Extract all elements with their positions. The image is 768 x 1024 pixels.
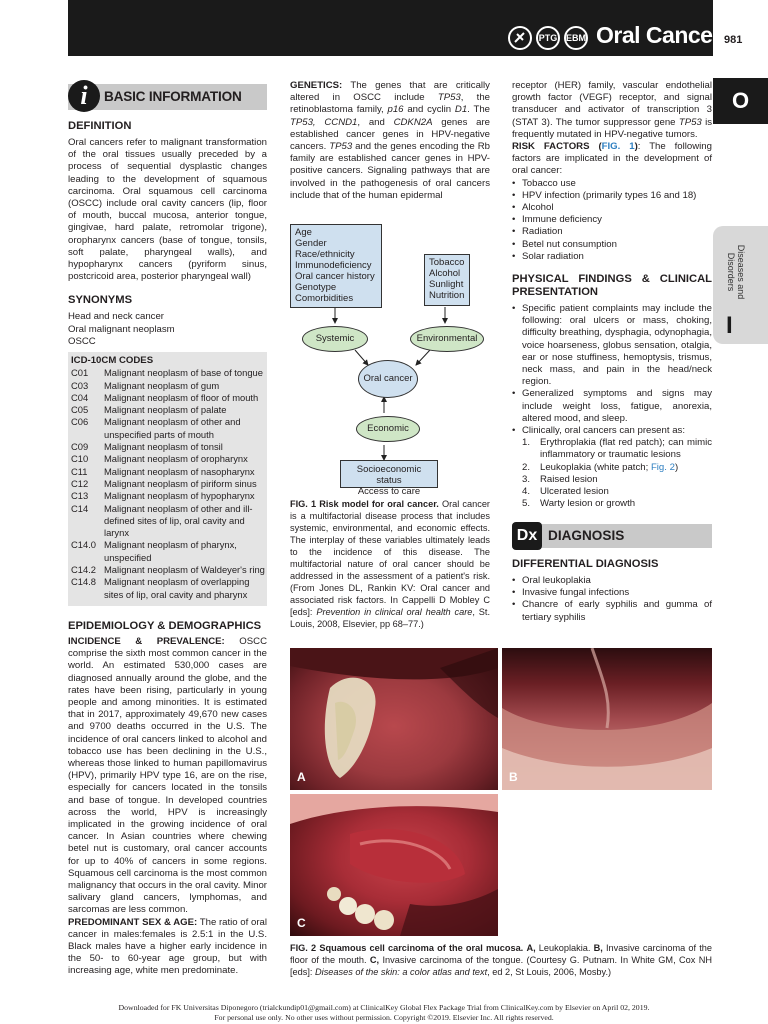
list-item: 4. Ulcerated lesion bbox=[522, 486, 609, 498]
icd-row: C10 Malignant neoplasm of oropharynx bbox=[71, 453, 248, 465]
icd-row: C03 Malignant neoplasm of gum bbox=[71, 379, 220, 391]
page-number: 981 bbox=[724, 34, 743, 46]
genetics-paragraph: GENETICS: The genes that are critically altered in OSCC include TP53, the retinoblastoma family, p16 and cyclin D1. The TP53, CCND1, and CDKN2A genes are established cancer genes in HPV-negative cancers. TP53 and the genes encoding the Rb family are established cancer genes in HPV-positive cancers. Signaling pathways that are involved in the pathogenesis of oral cancers include that of the human epidermal bbox=[290, 80, 490, 201]
list-item: 5. Warty lesion or growth bbox=[522, 498, 636, 510]
icd-row: C14.0 Malignant neoplasm of pharynx, unspecified bbox=[71, 539, 237, 563]
footer-line-2: For personal use only. No other uses without permission. Copyright ©2019. Elsevier Inc. All rights reserved. bbox=[214, 1012, 554, 1022]
list-item: • Clinically, oral cancers can present as: bbox=[512, 425, 712, 437]
incidence-paragraph: INCIDENCE & PREVALENCE: OSCC comprise the sixth most common cancer in the world. An estimated 530,000 cases are diagnosed annually around the globe, and the rates have been rising, particularly in young people and among minorities. It is estimated that in 2017, approximately 49,670 new cases and 9700 deaths occurred in the U.S. The incidence of oral cancers linked to alcohol and tobacco use has been declining in the U.S., whereas those linked to human papillomavirus (HPV), primarily HPV type 16, are on the rise, especially for cancers located in the tonsils and base of tongue. In developed countries across the world, HPV is increasingly implicated in the growing incidence of oral cancer. In Asian countries where chewing betel nut is customary, oral cancer accounts for up to 40% of cancers in some regions. Squamous cell carcinoma is the most common malignancy that occurs in the oral cavity. Minor salivary gland cancers, lymphomas, and sarcomas are less common. bbox=[68, 636, 267, 916]
environmental-factors-box: Tobacco Alcohol Sunlight Nutrition bbox=[424, 254, 470, 306]
list-item: • Invasive fungal infections bbox=[512, 587, 712, 599]
physical-findings-heading: PHYSICAL FINDINGS & CLINICAL PRESENTATION bbox=[512, 273, 712, 299]
definition-section bbox=[68, 120, 267, 348]
risk-factors-paragraph: RISK FACTORS (FIG. 1): The following factors are implicated in the development of oral cancer: bbox=[512, 141, 712, 177]
diagnosis-title: DIAGNOSIS bbox=[548, 528, 625, 543]
icd-row: C13 Malignant neoplasm of hypopharynx bbox=[71, 490, 255, 502]
icd-row: C01 Malignant neoplasm of base of tongue bbox=[71, 367, 263, 379]
figure1-caption: FIG. 1 Risk model for oral cancer. Oral cancer is a multifactorial disease process that includes systemic, environmental, and economic effects. The interplay of these variables ultimately leads to the incidence of this disease. The multifactorial nature of oral cancer should be addressed in the assessment of a patient's risk. (From Jones DL, Rankin KV: Oral cancer and associated risk factors. In Cappelli D Mobley C [eds]: Prevention in clinical oral health care, St. Louis, 2008, Elsevier, pp 68–77.) bbox=[290, 499, 490, 629]
list-item: 1. Erythroplakia (flat red patch); can mimic inflammatory or traumatic lesions bbox=[522, 437, 712, 461]
icd-row: C14.8 Malignant neoplasm of overlapping sites of lip, oral cavity and pharynx bbox=[71, 576, 250, 600]
systemic-factors-box: Age Gender Race/ethnicity Immunodeficiency Oral cancer history Genotype Comorbidities bbox=[290, 224, 382, 308]
synonyms-heading: SYNONYMS bbox=[68, 294, 133, 307]
fig1-link[interactable]: FIG. 1 bbox=[601, 141, 635, 153]
list-item: • Chancre of early syphilis and gumma of tertiary syphilis bbox=[512, 599, 712, 623]
list-item: • Radiation bbox=[512, 226, 712, 238]
footer bbox=[0, 1003, 768, 1022]
presentation-list bbox=[512, 437, 712, 510]
footer-line-1: Downloaded for FK Universitas Diponegoro (trialckundip01@gmail.com) at ClinicalKey Global Flex Package Trial from ClinicalKey.com by Elsevier on April 02, 2019. bbox=[118, 1003, 650, 1012]
info-icon: i bbox=[68, 80, 100, 112]
definition-heading: DEFINITION bbox=[68, 120, 132, 132]
economic-oval: Economic bbox=[356, 416, 420, 442]
differential-list bbox=[512, 575, 712, 624]
ebm-icon: EBM bbox=[564, 26, 588, 50]
fig2-link[interactable]: Fig. 2 bbox=[650, 461, 675, 473]
icd-codes bbox=[71, 355, 265, 601]
epidemiology-section bbox=[68, 620, 267, 978]
differential-section bbox=[512, 558, 712, 624]
environmental-oval: Environmental bbox=[410, 326, 484, 352]
definition-text: Oral cancers refer to malignant transformation of the oral tissues usually preceded by a process of sequential dysplastic changes leading to the development of squamous carcinoma. Oral squamous cell carcinoma (OSCC) include oral cavity cancers (lip, floor of mouth, buccal mucosa, anterior tongue, gingivae, hard palate, retromolar trigone), oropharynx cancers (base of tongue, tonsils, soft palate, pharyngeal walls), and hypopharynx cancers (pyriform sinus, postcricoid area, posterior pharyngeal wall) bbox=[68, 137, 267, 283]
physical-findings-list bbox=[512, 303, 712, 437]
icd-row: C14.2 Malignant neoplasm of Waldeyer's ring bbox=[71, 564, 265, 576]
icd-row: C09 Malignant neoplasm of tonsil bbox=[71, 441, 223, 453]
basic-info-title: BASIC INFORMATION bbox=[104, 89, 242, 104]
synonyms-list bbox=[68, 311, 267, 348]
icd-row: C14 Malignant neoplasm of other and ill-defined sites of lip, oral cavity and larynx bbox=[71, 502, 253, 539]
photo-label-b: B bbox=[509, 770, 518, 784]
side-tab-text: Diseases and Disorders bbox=[726, 244, 746, 300]
icd-row: C06 Malignant neoplasm of other and unspecified parts of mouth bbox=[71, 416, 241, 440]
page-title: Oral Cancer bbox=[596, 22, 721, 48]
icd-heading: ICD-10CM CODES bbox=[71, 355, 154, 366]
photo-c-tongue bbox=[290, 794, 498, 936]
risk-factors-list bbox=[512, 178, 712, 263]
figure2-caption: FIG. 2 Squamous cell carcinoma of the oral mucosa. A, Leukoplakia. B, Invasive carcinoma of the floor of the mouth. C, Invasive carcinoma of the tongue. (Courtesy G. Putnam. In White GM, Cox NH [eds]: Diseases of the skin: a color atlas and text, ed 2, St Louis, 2006, Mosby.) bbox=[290, 943, 712, 977]
ptg-icon: PTG bbox=[536, 26, 560, 50]
list-item: • Betel nut consumption bbox=[512, 239, 712, 251]
right-column-text bbox=[512, 80, 712, 511]
differential-heading: DIFFERENTIAL DIAGNOSIS bbox=[512, 558, 659, 570]
systemic-oval: Systemic bbox=[302, 326, 368, 352]
section-letter-tab: O bbox=[713, 78, 768, 124]
sex-age-paragraph: PREDOMINANT SEX & AGE: The ratio of oral cancer in males:females is 2.5:1 in the U.S. Black males have a higher early incidence in the 50- to 60-year age group, but with increasing age, white men predominate. bbox=[68, 916, 267, 977]
synonym-item: Oral malignant neoplasm bbox=[68, 323, 175, 335]
her-paragraph: receptor (HER) family, vascular endothelial growth factor (VEGF) receptor, and signal transducer and activator of transcription 3 (STAT 3). The tumor suppressor gene TP53 is frequently mutated in HPV-negative tumors. bbox=[512, 80, 712, 140]
photo-label-a: A bbox=[297, 770, 306, 784]
list-item: • Tobacco use bbox=[512, 178, 712, 190]
list-item: 3. Raised lesion bbox=[522, 473, 598, 485]
list-item: • Alcohol bbox=[512, 202, 712, 214]
icd-row: C11 Malignant neoplasm of nasopharynx bbox=[71, 465, 255, 477]
photo-b-floor-of-mouth bbox=[502, 648, 712, 790]
photo-a-leukoplakia bbox=[290, 648, 498, 790]
icd-row: C12 Malignant neoplasm of piriform sinus bbox=[71, 477, 257, 489]
photo-label-c: C bbox=[297, 916, 306, 930]
list-item: • HPV infection (primarily types 16 and 18) bbox=[512, 190, 712, 202]
icd-row: C05 Malignant neoplasm of palate bbox=[71, 404, 227, 416]
rx-icon bbox=[508, 26, 532, 50]
side-tab-letter: I bbox=[726, 312, 733, 339]
list-item: • Specific patient complaints may include the following: oral ulcers or mass, choking, difficulty breathing, dysphagia, odynophagia, voice hoarseness, globus sensation, otalgia, ear or nose stuffiness, hemoptysis, trismus, neck mass, and pain in the head/neck region. bbox=[512, 303, 712, 388]
oral-cancer-oval: Oral cancer bbox=[358, 360, 418, 398]
list-item: • Generalized symptoms and signs may include weight loss, fatigue, anorexia, altered mood, and sleep. bbox=[512, 388, 712, 425]
synonym-item: OSCC bbox=[68, 335, 96, 347]
dx-icon: Dx bbox=[512, 522, 542, 550]
economic-factors-box: Socioeconomic status Access to care bbox=[340, 460, 438, 488]
epidemiology-heading: EPIDEMIOLOGY & DEMOGRAPHICS bbox=[68, 620, 262, 632]
list-item: 2. Leukoplakia (white patch; Fig. 2) bbox=[522, 461, 679, 473]
list-item: • Immune deficiency bbox=[512, 214, 712, 226]
list-item: • Solar radiation bbox=[512, 251, 712, 263]
list-item: • Oral leukoplakia bbox=[512, 575, 712, 587]
icd-row: C04 Malignant neoplasm of floor of mouth bbox=[71, 391, 259, 403]
synonym-item: Head and neck cancer bbox=[68, 311, 164, 323]
